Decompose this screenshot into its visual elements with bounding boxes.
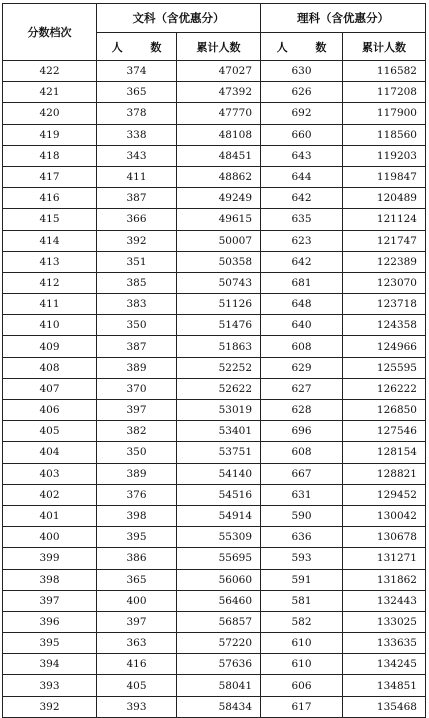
- science-cumulative-cell: 128154: [343, 442, 426, 463]
- science-count-cell: 631: [261, 484, 343, 505]
- arts-cumulative-cell: 54914: [177, 505, 261, 526]
- score-column-header: 分数档次: [3, 4, 97, 61]
- arts-count-cell: 400: [97, 590, 177, 611]
- science-count-cell: 617: [261, 696, 343, 717]
- arts-cumulative-cell: 51476: [177, 315, 261, 336]
- score-cell: 405: [3, 421, 97, 442]
- science-count-cell: 627: [261, 378, 343, 399]
- arts-cumulative-cell: 50743: [177, 272, 261, 293]
- score-cell: 396: [3, 611, 97, 632]
- science-cumulative-cell: 126850: [343, 400, 426, 421]
- arts-cumulative-cell: 48862: [177, 166, 261, 187]
- arts-cumulative-cell: 51126: [177, 294, 261, 315]
- score-cell: 414: [3, 230, 97, 251]
- arts-cumulative-cell: 53401: [177, 421, 261, 442]
- score-cell: 419: [3, 124, 97, 145]
- science-count-cell: 610: [261, 654, 343, 675]
- science-cumulative-cell: 130042: [343, 505, 426, 526]
- science-cumulative-cell: 123718: [343, 294, 426, 315]
- science-cumulative-cell: 130678: [343, 527, 426, 548]
- arts-count-cell: 382: [97, 421, 177, 442]
- arts-cumulative-cell: 52252: [177, 357, 261, 378]
- table-row: [3, 400, 426, 421]
- arts-cumulative-cell: 47027: [177, 61, 261, 82]
- arts-cumulative-header: 累计人数: [177, 33, 261, 61]
- arts-count-cell: 387: [97, 336, 177, 357]
- science-cumulative-cell: 131271: [343, 548, 426, 569]
- table-row: [3, 166, 426, 187]
- science-count-cell: 606: [261, 675, 343, 696]
- table-row: [3, 654, 426, 675]
- table-row: [3, 272, 426, 293]
- arts-cumulative-cell: 55695: [177, 548, 261, 569]
- table-row: [3, 251, 426, 272]
- science-cumulative-cell: 117900: [343, 103, 426, 124]
- science-count-cell: 630: [261, 61, 343, 82]
- score-cell: 420: [3, 103, 97, 124]
- arts-cumulative-cell: 51863: [177, 336, 261, 357]
- arts-cumulative-cell: 49615: [177, 209, 261, 230]
- arts-count-cell: 366: [97, 209, 177, 230]
- score-cell: 392: [3, 696, 97, 717]
- score-cell: 400: [3, 527, 97, 548]
- arts-cumulative-cell: 57636: [177, 654, 261, 675]
- science-count-cell: 610: [261, 633, 343, 654]
- arts-count-cell: 405: [97, 675, 177, 696]
- science-cumulative-cell: 127546: [343, 421, 426, 442]
- score-cell: 404: [3, 442, 97, 463]
- arts-count-cell: 397: [97, 611, 177, 632]
- score-cell: 403: [3, 463, 97, 484]
- arts-cumulative-cell: 58434: [177, 696, 261, 717]
- science-count-cell: 590: [261, 505, 343, 526]
- arts-cumulative-cell: 53751: [177, 442, 261, 463]
- science-count-cell: 681: [261, 272, 343, 293]
- table-header: [3, 4, 426, 61]
- arts-cumulative-cell: 56857: [177, 611, 261, 632]
- table-row: [3, 315, 426, 336]
- table-row: [3, 230, 426, 251]
- score-cell: 412: [3, 272, 97, 293]
- arts-cumulative-cell: 53019: [177, 400, 261, 421]
- arts-cumulative-cell: 48451: [177, 145, 261, 166]
- science-count-cell: 608: [261, 336, 343, 357]
- science-cumulative-cell: 116582: [343, 61, 426, 82]
- arts-cumulative-cell: 52622: [177, 378, 261, 399]
- score-cell: 398: [3, 569, 97, 590]
- arts-count-cell: 397: [97, 400, 177, 421]
- arts-count-cell: 338: [97, 124, 177, 145]
- arts-count-cell: 370: [97, 378, 177, 399]
- score-cell: 407: [3, 378, 97, 399]
- science-cumulative-cell: 121747: [343, 230, 426, 251]
- arts-cumulative-cell: 50358: [177, 251, 261, 272]
- table-row: [3, 633, 426, 654]
- science-count-cell: 581: [261, 590, 343, 611]
- arts-cumulative-cell: 58041: [177, 675, 261, 696]
- science-cumulative-cell: 128821: [343, 463, 426, 484]
- score-cell: 411: [3, 294, 97, 315]
- science-count-cell: 648: [261, 294, 343, 315]
- science-group-header: 理科（含优惠分）: [261, 4, 426, 33]
- score-cell: 417: [3, 166, 97, 187]
- science-cumulative-cell: 134245: [343, 654, 426, 675]
- science-count-cell: 593: [261, 548, 343, 569]
- arts-count-cell: 385: [97, 272, 177, 293]
- table-row: [3, 103, 426, 124]
- arts-count-cell: 343: [97, 145, 177, 166]
- score-cell: 415: [3, 209, 97, 230]
- science-count-cell: 636: [261, 527, 343, 548]
- score-cell: 416: [3, 188, 97, 209]
- table-row: [3, 209, 426, 230]
- arts-count-cell: 378: [97, 103, 177, 124]
- arts-cumulative-cell: 48108: [177, 124, 261, 145]
- arts-count-cell: 365: [97, 569, 177, 590]
- science-cumulative-header: 累计人数: [343, 33, 426, 61]
- score-distribution-table: [2, 3, 426, 718]
- science-cumulative-cell: 119847: [343, 166, 426, 187]
- table-row: [3, 569, 426, 590]
- science-cumulative-cell: 119203: [343, 145, 426, 166]
- arts-count-cell: 395: [97, 527, 177, 548]
- science-count-cell: 642: [261, 251, 343, 272]
- arts-cumulative-cell: 50007: [177, 230, 261, 251]
- score-cell: 395: [3, 633, 97, 654]
- science-cumulative-cell: 123070: [343, 272, 426, 293]
- arts-cumulative-cell: 49249: [177, 188, 261, 209]
- table-row: [3, 336, 426, 357]
- arts-count-cell: 383: [97, 294, 177, 315]
- arts-cumulative-cell: 56460: [177, 590, 261, 611]
- science-count-cell: 643: [261, 145, 343, 166]
- score-cell: 402: [3, 484, 97, 505]
- science-cumulative-cell: 131862: [343, 569, 426, 590]
- table-row: [3, 463, 426, 484]
- arts-count-header: [97, 33, 177, 61]
- table-row: [3, 548, 426, 569]
- arts-count-cell: 374: [97, 61, 177, 82]
- score-cell: 410: [3, 315, 97, 336]
- arts-count-cell: 350: [97, 315, 177, 336]
- science-cumulative-cell: 129452: [343, 484, 426, 505]
- arts-count-cell: 398: [97, 505, 177, 526]
- science-count-cell: 635: [261, 209, 343, 230]
- science-cumulative-cell: 120489: [343, 188, 426, 209]
- score-cell: 406: [3, 400, 97, 421]
- science-count-cell: 696: [261, 421, 343, 442]
- arts-count-cell: 389: [97, 463, 177, 484]
- table-row: [3, 442, 426, 463]
- science-cumulative-cell: 124358: [343, 315, 426, 336]
- score-cell: 393: [3, 675, 97, 696]
- table-row: [3, 484, 426, 505]
- science-count-cell: 591: [261, 569, 343, 590]
- table-row: [3, 675, 426, 696]
- science-count-header: [261, 33, 343, 61]
- science-cumulative-cell: 135468: [343, 696, 426, 717]
- science-count-cell: 582: [261, 611, 343, 632]
- science-count-cell: 608: [261, 442, 343, 463]
- arts-count-cell: 387: [97, 188, 177, 209]
- science-count-cell: 642: [261, 188, 343, 209]
- arts-count-cell: 350: [97, 442, 177, 463]
- table-row: [3, 188, 426, 209]
- science-count-cell: 660: [261, 124, 343, 145]
- arts-cumulative-cell: 57220: [177, 633, 261, 654]
- score-cell: 397: [3, 590, 97, 611]
- score-cell: 401: [3, 505, 97, 526]
- science-cumulative-cell: 125595: [343, 357, 426, 378]
- table-row: [3, 378, 426, 399]
- table-row: [3, 611, 426, 632]
- arts-count-cell: 365: [97, 82, 177, 103]
- arts-count-cell: 363: [97, 633, 177, 654]
- science-cumulative-cell: 121124: [343, 209, 426, 230]
- arts-count-cell: 376: [97, 484, 177, 505]
- science-count-header-label: 人 数: [276, 40, 339, 54]
- science-count-cell: 644: [261, 166, 343, 187]
- science-count-cell: 692: [261, 103, 343, 124]
- arts-cumulative-cell: 47392: [177, 82, 261, 103]
- science-cumulative-cell: 126222: [343, 378, 426, 399]
- table-row: [3, 696, 426, 717]
- science-count-cell: 667: [261, 463, 343, 484]
- table-body: [3, 61, 426, 718]
- science-count-cell: 629: [261, 357, 343, 378]
- arts-count-cell: 416: [97, 654, 177, 675]
- science-cumulative-cell: 133635: [343, 633, 426, 654]
- arts-count-cell: 351: [97, 251, 177, 272]
- table-row: [3, 590, 426, 611]
- score-cell: 413: [3, 251, 97, 272]
- science-cumulative-cell: 134851: [343, 675, 426, 696]
- table-row: [3, 505, 426, 526]
- science-cumulative-cell: 118560: [343, 124, 426, 145]
- arts-cumulative-cell: 54516: [177, 484, 261, 505]
- table-row: [3, 421, 426, 442]
- arts-count-cell: 411: [97, 166, 177, 187]
- science-count-cell: 623: [261, 230, 343, 251]
- science-count-cell: 628: [261, 400, 343, 421]
- science-cumulative-cell: 132443: [343, 590, 426, 611]
- science-cumulative-cell: 124966: [343, 336, 426, 357]
- table-row: [3, 124, 426, 145]
- score-cell: 409: [3, 336, 97, 357]
- table-row: [3, 145, 426, 166]
- score-cell: 408: [3, 357, 97, 378]
- arts-count-cell: 389: [97, 357, 177, 378]
- score-cell: 399: [3, 548, 97, 569]
- science-cumulative-cell: 122389: [343, 251, 426, 272]
- table-row: [3, 82, 426, 103]
- arts-cumulative-cell: 55309: [177, 527, 261, 548]
- arts-count-cell: 393: [97, 696, 177, 717]
- science-cumulative-cell: 133025: [343, 611, 426, 632]
- arts-cumulative-cell: 54140: [177, 463, 261, 484]
- arts-count-header-label: 人 数: [111, 40, 174, 54]
- score-cell: 422: [3, 61, 97, 82]
- table-row: [3, 61, 426, 82]
- arts-count-cell: 392: [97, 230, 177, 251]
- score-cell: 418: [3, 145, 97, 166]
- table-row: [3, 294, 426, 315]
- table-row: [3, 527, 426, 548]
- arts-cumulative-cell: 47770: [177, 103, 261, 124]
- science-count-cell: 640: [261, 315, 343, 336]
- score-cell: 394: [3, 654, 97, 675]
- score-cell: 421: [3, 82, 97, 103]
- arts-group-header: 文科（含优惠分）: [97, 4, 261, 33]
- science-count-cell: 626: [261, 82, 343, 103]
- arts-cumulative-cell: 56060: [177, 569, 261, 590]
- science-cumulative-cell: 117208: [343, 82, 426, 103]
- table-row: [3, 357, 426, 378]
- arts-count-cell: 386: [97, 548, 177, 569]
